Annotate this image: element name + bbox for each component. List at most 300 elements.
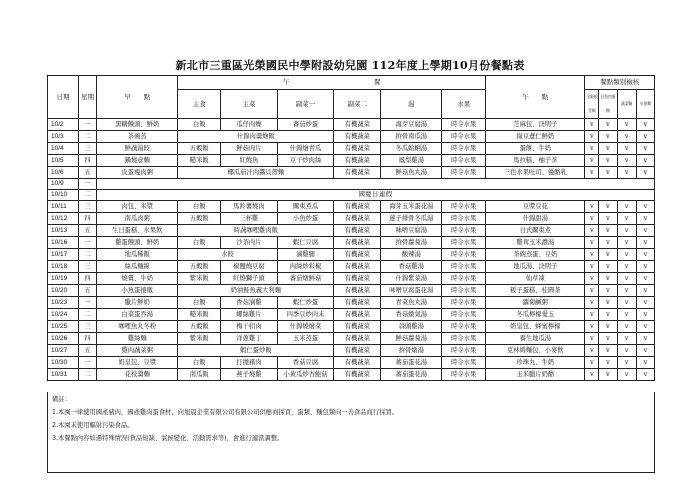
table-row [48,345,655,357]
lunch-item-cell: 小黃瓜炒杏鮑菇 [277,369,334,381]
category-check-cell: v [636,369,654,381]
table-body [48,119,655,381]
category-check-cell: v [636,297,654,309]
weekday-cell: 二 [78,190,96,201]
lunch-item-cell: 有機蔬菜 [334,143,381,155]
category-check-cell: v [585,131,599,143]
table-row [48,273,655,285]
lunch-item-cell: 關東煮瓜 [277,201,334,213]
lunch-item-cell: 有機蔬菜 [334,155,381,167]
category-check-cell: v [585,119,599,131]
morning-snack-cell: 咖哩魚丸冬粉 [97,321,178,333]
category-check-cell: v [636,285,654,297]
lunch-item-cell: 有機蔬菜 [334,167,381,179]
category-check-cell: v [617,321,636,333]
date-cell: 10/12 [48,213,79,225]
table-row [48,143,655,155]
header-lunch-4: 湯 [381,90,442,119]
afternoon-snack-cell: 地瓜湯、決明子 [486,261,585,273]
category-check-cell: v [585,201,599,213]
notes-section [47,392,655,473]
weekday-cell: 三 [78,261,96,273]
date-cell: 10/5 [48,155,79,167]
weekday-cell: 五 [78,167,96,179]
lunch-item-cell: 蝦仁豆腐 [277,237,334,249]
date-cell: 10/16 [48,237,79,249]
afternoon-snack-cell: 綠豆薏仁鮮奶 [486,131,585,143]
header-lunch-2: 副菜一 [277,90,334,119]
header-date: 日期 [48,76,79,119]
lunch-item-cell: 蕃茄蛋花湯 [381,369,442,381]
date-cell: 10/2 [48,119,79,131]
lunch-item-cell: 海芽玉米蛋花湯 [381,201,442,213]
category-check-cell: v [617,143,636,155]
lunch-main-cell: 奶油鮭魚義大利麵 [178,285,334,297]
header-afternoon-snack: 午 點 [486,76,585,119]
category-check-cell: v [585,143,599,155]
category-check-cell: v [617,333,636,345]
category-check-cell: v [617,213,636,225]
category-check-cell: v [636,225,654,237]
lunch-item-cell: 有機蔬菜 [334,285,381,297]
afternoon-snack-cell: 雞茸玉米濃湯 [486,237,585,249]
lunch-item-cell: 有機蔬菜 [334,297,381,309]
category-check-cell: v [617,297,636,309]
page-title: 新北市三重區光榮國民中學附設幼兒園 112年度上學期10月份餐點表 [175,59,525,72]
lunch-item-cell: 南瓜飯 [178,369,221,381]
afternoon-snack-cell: 蛋餅、牛奶 [486,143,585,155]
category-check-cell: v [599,237,617,249]
header-lunch-3: 副菜二 [334,90,381,119]
category-check-cell: v [636,119,654,131]
category-check-cell: v [599,143,617,155]
weekday-cell: 四 [78,155,96,167]
lunch-item-cell: 時令水果 [442,213,486,225]
morning-snack-cell: 皮蛋瘦肉粥 [97,167,178,179]
table-row [48,213,655,225]
lunch-item-cell: 時令水果 [442,119,486,131]
category-check-cell: v [599,321,617,333]
lunch-item-cell: 沙茶肉片 [221,237,278,249]
category-check-cell: v [599,357,617,369]
date-cell: 10/6 [48,167,79,179]
lunch-item-cell: 拚骨燉湯 [381,345,442,357]
lunch-item-cell: 拚骨蘿蔔湯 [381,237,442,249]
header-morning-snack: 早 點 [97,76,178,119]
lunch-item-cell: 豆干炒肉絲 [277,155,334,167]
date-cell: 10/13 [48,225,79,237]
header-lunch-5: 水果 [442,90,486,119]
lunch-item-cell: 鮮菇肉片 [221,143,278,155]
lunch-item-cell: 時令水果 [442,131,486,143]
lunch-main-cell: 什錦肉羹燴飯 [178,131,334,143]
header-category-2: 蔬菜類 [617,90,636,119]
lunch-item-cell: 螺絲雞片 [221,309,278,321]
date-cell: 10/25 [48,321,79,333]
morning-snack-cell: 黑糖饅頭、鮮奶 [97,119,178,131]
category-check-cell: v [585,309,599,321]
category-check-cell: v [636,167,654,179]
category-check-cell: v [585,357,599,369]
lunch-main-cell: 時蔬咖哩雞肉飯 [178,225,334,237]
afternoon-snack-cell: 仙草凍 [486,273,585,285]
category-check-cell: v [617,201,636,213]
lunch-item-cell: 鳳梨雞湯 [381,155,442,167]
afternoon-snack-cell: 三色水果吐司、優酪乳 [486,167,585,179]
category-check-cell: v [599,201,617,213]
lunch-item-cell: 白飯 [178,201,221,213]
date-cell: 10/24 [48,309,79,321]
lunch-item-cell: 五穀飯 [178,213,221,225]
morning-snack-cell: 花枝羹麵 [97,369,178,381]
category-check-cell: v [617,345,636,357]
category-check-cell: v [599,345,617,357]
header-lunch-1: 主菜 [221,90,278,119]
weekday-cell: 五 [78,285,96,297]
lunch-item-cell: 蕃茄炒蛋 [277,119,334,131]
lunch-item-cell: 時令水果 [442,167,486,179]
category-check-cell: v [636,143,654,155]
lunch-item-cell: 有機蔬菜 [334,333,381,345]
lunch-item-cell: 時令水果 [442,261,486,273]
lunch-item-cell: 青菜魚丸湯 [381,297,442,309]
morning-snack-cell: 雞肉蔬菜粥 [97,345,178,357]
afternoon-snack-cell: 冬瓜檸檬愛玉 [486,309,585,321]
table-row [48,179,655,190]
category-check-cell: v [617,309,636,321]
lunch-item-cell: 蓮子排骨冬瓜湯 [381,213,442,225]
lunch-item-cell: 白飯 [178,297,221,309]
table-row [48,249,655,261]
date-cell: 10/30 [48,357,79,369]
lunch-item-cell: 洋蔥雞丁 [221,333,278,345]
lunch-item-cell: 時令水果 [442,321,486,333]
lunch-item-cell: 時令水果 [442,333,486,345]
weekday-cell: 一 [78,119,96,131]
table-row [48,261,655,273]
weekday-cell: 一 [78,297,96,309]
lunch-item-cell: 燕子燒雞 [221,369,278,381]
date-cell: 10/9 [48,179,79,190]
meal-table [47,75,655,381]
date-cell: 10/11 [48,201,79,213]
morning-snack-cell: 雞蛋饅頭、鮮奶 [97,237,178,249]
category-check-cell: v [617,119,636,131]
category-check-cell: v [617,369,636,381]
afternoon-snack-cell: 茶碗蒸蛋、豆奶 [486,249,585,261]
table-row [48,369,655,381]
lunch-item-cell: 拚骨南瓜湯 [381,131,442,143]
category-check-cell: v [585,273,599,285]
lunch-item-cell: 白飯 [178,237,221,249]
lunch-item-cell: 有機蔬菜 [334,201,381,213]
category-check-cell: v [617,249,636,261]
category-check-cell: v [599,273,617,285]
lunch-item-cell: 時令水果 [442,309,486,321]
notes-label: 備註： [52,396,71,403]
morning-snack-cell: 絲瓜麵線 [97,261,178,273]
morning-snack-cell: 燒賣、牛奶 [97,273,178,285]
morning-snack-cell: 生日蛋糕、水果飲 [97,225,178,237]
date-cell: 10/20 [48,285,79,297]
lunch-item-cell: 糙米飯 [178,155,221,167]
lunch-main-cell: 椰瓜茄汁肉醬貝殼麵 [178,167,334,179]
table-row [48,333,655,345]
category-check-cell: v [617,357,636,369]
lunch-item-cell: 三杯雞 [221,213,278,225]
lunch-item-cell: 蕃茄蛋花湯 [381,357,442,369]
lunch-item-cell: 五穀飯 [178,261,221,273]
weekday-cell: 一 [78,237,96,249]
holiday-cell: 國慶日連假 [97,190,655,201]
morning-snack-cell: 肉包、米漿 [97,201,178,213]
category-check-cell: v [599,369,617,381]
afternoon-snack-cell: 豆漿豆花 [486,201,585,213]
table-row [48,237,655,249]
category-check-cell: v [636,357,654,369]
lunch-main-cell: 水餃 [178,249,277,261]
morning-snack-cell: 奶皇包、豆漿 [97,357,178,369]
lunch-item-cell: 瓜仔肉燥 [221,119,278,131]
date-cell: 10/18 [48,261,79,273]
lunch-item-cell: 時令水果 [442,369,486,381]
weekday-cell: 二 [78,369,96,381]
lunch-item-cell: 時令水果 [442,143,486,155]
lunch-item-cell: 馬鈴薯燒肉 [221,201,278,213]
category-check-cell: v [585,249,599,261]
lunch-item-cell: 有機蔬菜 [334,345,381,357]
morning-snack-cell: 鍋燒意麵 [97,155,178,167]
lunch-item-cell: 蝦仁炒蛋 [277,297,334,309]
lunch-item-cell: 四季豆炒肉末 [277,309,334,321]
category-check-cell: v [585,321,599,333]
lunch-item-cell: 紫米飯 [178,273,221,285]
category-check-cell: v [617,261,636,273]
category-check-cell: v [636,249,654,261]
weekday-cell: 五 [78,225,96,237]
weekday-cell: 四 [78,333,96,345]
header-weekday: 星期 [78,76,96,119]
header-lunch: 午 餐 [178,76,486,90]
lunch-item-cell: 五穀飯 [178,321,221,333]
category-check-cell: v [585,345,599,357]
lunch-item-cell: 鮮菇魚丸湯 [381,167,442,179]
category-check-cell: v [617,155,636,167]
lunch-item-cell: 時令水果 [442,249,486,261]
lunch-item-cell: 玉米蒸蛋 [277,333,334,345]
morning-snack-cell: 茶碗蒸 [97,131,178,143]
category-check-cell: v [599,261,617,273]
category-check-cell: v [585,155,599,167]
note-item: 1.本園一律使用國產豬肉，國產雞肉蛋食材，向旭晨企業有限公司有限公司供應商採買，蛋類、麵包類向一善食品商行採買。 [52,409,399,416]
morning-snack-cell: 小魚蛋捲飯 [97,285,178,297]
afternoon-snack-cell: 粄子蛋糕、桂圓茶 [486,285,585,297]
category-check-cell: v [599,131,617,143]
lunch-item-cell: 椒鹽燒豆腐 [221,261,278,273]
table-row [48,190,655,201]
category-check-cell: v [617,285,636,297]
category-check-cell: v [636,309,654,321]
lunch-item-cell: 冬瓜蛤蜊湯 [381,143,442,155]
table-row [48,285,655,297]
lunch-item-cell: 有機蔬菜 [334,273,381,285]
category-check-cell: v [585,237,599,249]
category-check-cell: v [599,225,617,237]
category-check-cell: v [636,201,654,213]
lunch-item-cell: 香菇滷雞 [221,297,278,309]
lunch-item-cell: 味噌豆腐蛋花湯 [381,285,442,297]
afternoon-snack-cell: 什錦甜湯 [486,213,585,225]
table-row [48,309,655,321]
lunch-item-cell: 蒜頭雞湯 [381,321,442,333]
lunch-item-cell: 蕃茄燉鮮菇 [277,273,334,285]
lunch-item-cell: 糙米飯 [178,309,221,321]
afternoon-snack-cell: 馬拉糕、柚子茶 [486,155,585,167]
lunch-item-cell: 紅燒獅子頭 [221,273,278,285]
category-check-cell: v [636,261,654,273]
afternoon-snack-cell: 蘿蔔鹹粥 [486,297,585,309]
category-check-cell: v [617,237,636,249]
lunch-item-cell: 時令水果 [442,237,486,249]
weekday-cell: 二 [78,249,96,261]
lunch-item-cell: 時令水果 [442,201,486,213]
lunch-item-cell: 肉絲炒彩椒 [277,261,334,273]
category-check-cell: v [599,119,617,131]
category-check-cell: v [585,225,599,237]
note-item: 3.本餐點內容如遇特殊情況(貨品短缺、氣候變化、活動需求等)，會進行適當調整。 [52,435,284,442]
lunch-item-cell: 時令水果 [442,155,486,167]
afternoon-snack-cell: 奶皇包、蜂蜜檸檬 [486,321,585,333]
weekday-cell: 四 [78,213,96,225]
afternoon-snack-cell: 芝麻包、決明子 [486,119,585,131]
header-category-0: 全穀根莖類 [585,90,599,119]
category-check-cell: v [636,345,654,357]
morning-snack-cell: 南瓜肉粥 [97,213,178,225]
table-row [48,119,655,131]
date-cell: 10/26 [48,333,79,345]
lunch-item-cell: 有機蔬菜 [334,213,381,225]
date-cell: 10/31 [48,369,79,381]
note-item: 2.本園未使用輻射污染食品。 [52,422,134,429]
lunch-item-cell: 什錦紫菜湯 [381,273,442,285]
category-check-cell: v [636,131,654,143]
lunch-item-cell: 時令水果 [442,273,486,285]
category-check-cell: v [636,321,654,333]
holiday-cell [97,179,655,190]
table-row [48,155,655,167]
afternoon-snack-cell: 玉米臘片奶酪 [486,369,585,381]
lunch-item-cell: 有機蔬菜 [334,237,381,249]
lunch-item-cell: 梅干扣肉 [221,321,278,333]
lunch-item-cell: 小魚炒蛋 [277,213,334,225]
lunch-item-cell: 什錦燒燴菜 [277,321,334,333]
date-cell: 10/4 [48,143,79,155]
table-row [48,297,655,309]
category-check-cell: v [599,167,617,179]
category-check-cell: v [617,131,636,143]
table-row [48,357,655,369]
lunch-item-cell: 什錦燴青瓜 [277,143,334,155]
header-category-1: 豆魚肉蛋類 [599,90,617,119]
category-check-cell: v [585,369,599,381]
lunch-item-cell: 有機蔬菜 [334,261,381,273]
table-row [48,131,655,143]
morning-snack-cell: 臘片鮮奶 [97,297,178,309]
weekday-cell: 三 [78,321,96,333]
table-header [48,76,655,119]
table-row [48,321,655,333]
weekday-cell: 一 [78,179,96,190]
table-row [48,201,655,213]
morning-snack-cell: 鮮蔬湯餃 [97,143,178,155]
header-category-check: 餐點類別檢核 [585,76,655,90]
lunch-item-cell: 有機蔬菜 [334,249,381,261]
category-check-cell: v [617,273,636,285]
lunch-item-cell: 時令水果 [442,285,486,297]
date-cell: 10/19 [48,273,79,285]
afternoon-snack-cell: 珍珠丸、牛奶 [486,357,585,369]
category-check-cell: v [617,167,636,179]
lunch-item-cell: 香菇燉氣湯 [381,309,442,321]
table-row [48,167,655,179]
lunch-item-cell: 有機蔬菜 [334,321,381,333]
afternoon-snack-cell: 克林姆麵包、小麥飲 [486,345,585,357]
table-row [48,225,655,237]
category-check-cell: v [599,297,617,309]
lunch-item-cell: 紫米飯 [178,333,221,345]
lunch-item-cell: 時令水果 [442,357,486,369]
header-category-3: 水果類 [636,90,654,119]
lunch-item-cell: 酸辣湯 [381,249,442,261]
category-check-cell: v [599,309,617,321]
afternoon-snack-cell: 養生地瓜湯 [486,333,585,345]
weekday-cell: 二 [78,131,96,143]
lunch-item-cell: 有機蔬菜 [334,225,381,237]
category-check-cell: v [585,333,599,345]
lunch-item-cell: 香菇雞湯 [381,261,442,273]
weekday-cell: 三 [78,143,96,155]
weekday-cell: 二 [78,309,96,321]
category-check-cell: v [585,167,599,179]
category-check-cell: v [599,285,617,297]
weekday-cell: 一 [78,357,96,369]
header-lunch-0: 主食 [178,90,221,119]
category-check-cell: v [617,225,636,237]
afternoon-snack-cell: 日式關東煮 [486,225,585,237]
lunch-item-cell: 鮮菇蘿蔔湯 [381,333,442,345]
category-check-cell: v [585,285,599,297]
lunch-item-cell: 五穀飯 [178,143,221,155]
category-check-cell: v [599,213,617,225]
lunch-item-cell: 海芽豆腐湯 [381,119,442,131]
category-check-cell: v [599,249,617,261]
morning-snack-cell: 地瓜稀飯 [97,249,178,261]
lunch-item-cell: 香菇豆腐 [277,357,334,369]
lunch-item-cell: 滷雞腿 [277,249,334,261]
category-check-cell: v [599,333,617,345]
lunch-item-cell: 白飯 [178,119,221,131]
lunch-item-cell: 時令水果 [442,297,486,309]
weekday-cell: 五 [78,345,96,357]
lunch-item-cell: 打拋豬肉 [221,357,278,369]
lunch-item-cell: 有機蔬菜 [334,131,381,143]
category-check-cell: v [636,155,654,167]
morning-snack-cell: 雞絲麵 [97,333,178,345]
lunch-item-cell: 時令水果 [442,345,486,357]
lunch-item-cell: 紅燒魚 [221,155,278,167]
category-check-cell: v [585,213,599,225]
weekday-cell: 三 [78,201,96,213]
